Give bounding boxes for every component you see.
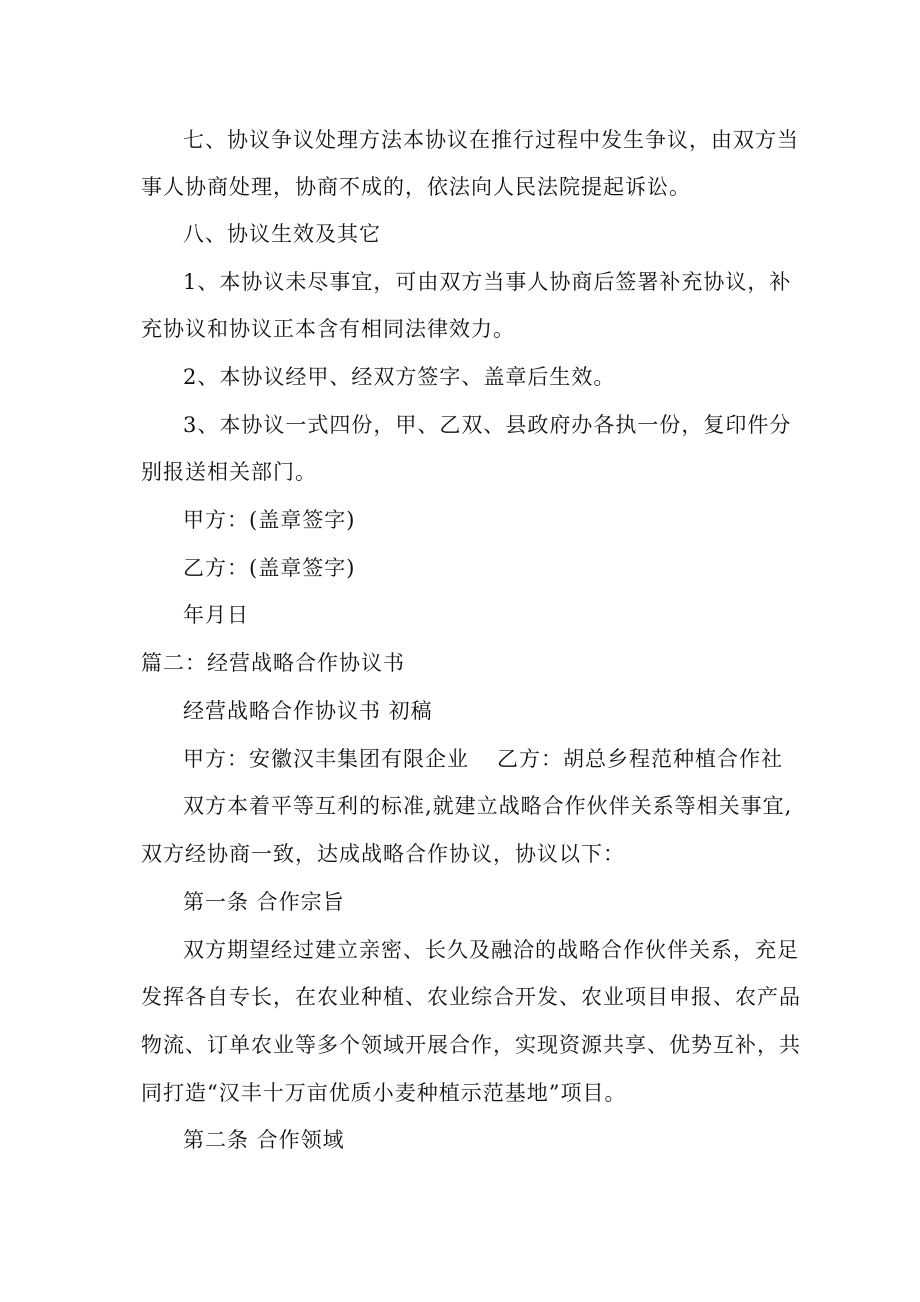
part2-party-a: 甲方：安徽汉丰集团有限企业 [183,747,469,771]
part2-parties [183,744,823,774]
signature-party-b: 乙方：(盖章签字) [183,556,356,580]
article1-line1: 双方期望经过建立亲密、长久及融洽的战略合作伙伴关系，充足 [183,938,799,962]
section8-item3-line2: 别报送相关部门。 [141,460,317,484]
part2-party-b: 乙方：胡总乡程范种植合作社 [497,747,783,771]
part2-intro-line2: 双方经协商一致，达成战略合作协议，协议以下： [141,842,625,866]
section8-item2: 2、本协议经甲、经双方签字、盖章后生效。 [183,365,616,389]
section8-item1-line2: 充协议和协议正本含有相同法律效力。 [141,317,515,341]
article1-line3: 物流、订单农业等多个领域开展合作，实现资源共享、优势互补，共 [141,1033,801,1057]
section7-line2: 事人协商处理，协商不成的，依法向人民法院提起诉讼。 [141,175,691,199]
signature-date: 年月日 [183,603,249,627]
article1-line2: 发挥各自专长，在农业种植、农业综合开发、农业项目申报、农产品 [141,985,801,1009]
article1-line4: 同打造“汉丰十万亩优质小麦种植示范基地”项目。 [141,1081,627,1105]
article2-heading: 第二条 合作领域 [183,1128,345,1152]
part2-subtitle: 经营战略合作协议书 初稿 [183,699,433,723]
part2-intro-line1: 双方本着平等互利的标准,就建立战略合作伙伴关系等相关事宜, [183,794,793,818]
section8-item1-line1: 1、本协议未尽事宜，可由双方当事人协商后签署补充协议，补 [183,270,792,294]
article1-heading: 第一条 合作宗旨 [183,890,345,914]
section8-heading: 八、协议生效及其它 [183,222,381,246]
section8-item3-line1: 3、本协议一式四份，甲、乙双、县政府办各执一份，复印件分 [183,413,792,437]
section7-line1: 七、协议争议处理方法本协议在推行过程中发生争议，由双方当 [183,128,799,152]
part2-heading: 篇二：经营战略合作协议书 [141,651,405,675]
signature-party-a: 甲方：(盖章签字) [183,508,356,532]
